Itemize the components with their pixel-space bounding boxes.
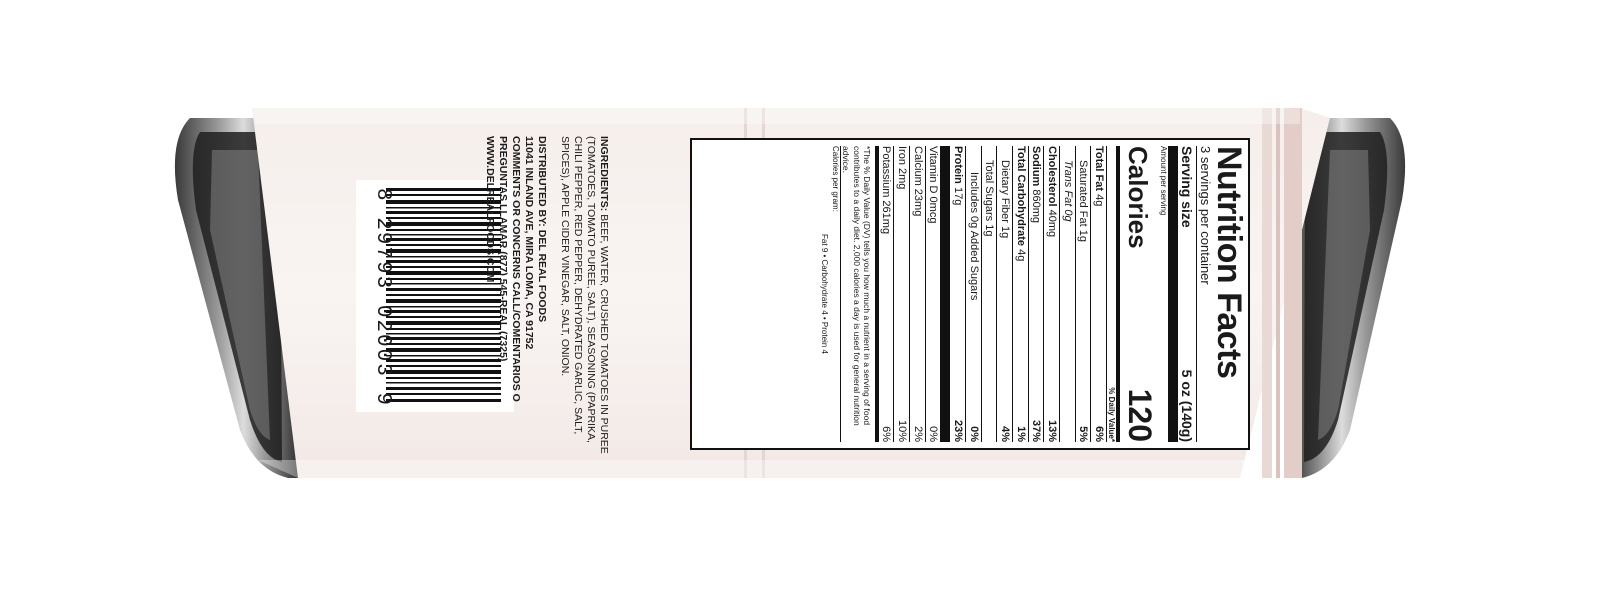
serving-size-row [1168, 146, 1196, 442]
distributor-name: DEL REAL FOODS [536, 229, 549, 323]
nutrient-row [965, 146, 981, 442]
barcode-digits: 8 29793 02003 9 [371, 188, 394, 408]
vitamin-row [893, 146, 909, 442]
vitamin-row [909, 146, 925, 442]
distributed-heading: DISTRIBUTED BY: [536, 136, 549, 227]
nutrient-amount: 40mg [1045, 209, 1058, 238]
nutrient-row [1012, 146, 1028, 442]
nutrient-amount: 4g [1014, 249, 1027, 262]
calories-per-gram: Fat 9 • Carbohydrate 4 • Protein 4 [820, 234, 830, 354]
distributor-info [483, 136, 549, 466]
nutrient-dv: 0% [967, 426, 980, 442]
ingredients-list: BEEF, WATER, CRUSHED TOMATOES IN PUREE (TOMATOES, TOMATO PUREE, SALT), SEASONING (PAPRIKA, CHILI PEPPER, RED PEPPER, DEHYDRATED GARLIC, SALT, SPICES), APPLE CIDER VINEGAR, SALT, ONION. [558, 136, 610, 454]
nutrient-label: Protein [952, 146, 965, 184]
nutrient-amount: 0g [1061, 209, 1074, 222]
nutrient-amount: 17g [952, 186, 965, 206]
nutrient-dv: 37% [1030, 419, 1043, 442]
nutrient-amount: 1g [1077, 229, 1090, 242]
nutrient-dv: 1% [1014, 426, 1027, 442]
servings-per-container: 3 servings per container [1196, 146, 1212, 442]
serving-size-value: 5 oz (140g) [1179, 369, 1196, 442]
nutrient-label: Trans Fat [1061, 160, 1074, 207]
vitamin-dv: 2% [911, 426, 924, 442]
nutrient-dv: 4% [998, 426, 1011, 442]
nutrient-dv: 23% [952, 419, 965, 442]
amount-per-serving: Amount per serving [1158, 146, 1168, 216]
vitamin-dv: 6% [880, 426, 893, 442]
vitamin-label: Potassium [880, 146, 893, 198]
nutrition-facts-panel [690, 138, 1250, 450]
nutrient-label: Includes 0g Added Sugars [967, 172, 980, 301]
nutrient-amount: 860mg [1030, 189, 1043, 224]
daily-value-header: % Daily Value* [1106, 146, 1116, 442]
nutrient-label: Total Carbohydrate [1014, 146, 1027, 247]
nutrient-label: Dietary Fiber [998, 160, 1011, 223]
vitamin-label: Vitamin D [927, 146, 940, 194]
nutrient-row [981, 146, 997, 442]
nutrient-row [1028, 146, 1044, 442]
nutrient-label: Total Fat [1092, 146, 1105, 192]
vitamin-amount: 23mg [911, 188, 924, 217]
distributor-address: 11041 INLAND AVE, MIRA LOMA, CA 91752 [523, 136, 536, 350]
vitamin-row [925, 146, 941, 442]
nutrient-row [1059, 146, 1075, 442]
vitamin-label: Iron [896, 146, 909, 165]
nutrient-row [1090, 146, 1106, 442]
vitamin-dv: 10% [896, 419, 909, 442]
vitamin-row [875, 146, 894, 442]
website: WWW.DELREALFOODS.COM [484, 136, 496, 283]
contact-info: COMMENTS OR CONCERNS CALL/COMENTARIOS O PREGUNTAS LLAMAR (877) 545-REAL (7325) [497, 136, 523, 402]
vitamin-amount: 2mg [896, 168, 909, 190]
ingredients-heading: INGREDIENTS: [598, 136, 610, 212]
nutrient-dv: 6% [1092, 426, 1105, 442]
serving-size-label: Serving size [1179, 146, 1196, 228]
calories-row [1116, 146, 1159, 442]
nutrient-dv: 13% [1045, 419, 1058, 442]
nutrition-title: Nutrition Facts [1210, 146, 1248, 379]
nutrient-row [940, 146, 965, 442]
calories-value: 120 [1121, 388, 1158, 442]
nutrient-dv: 5% [1077, 426, 1090, 442]
nutrient-label: Total Sugars [983, 160, 996, 222]
nutrient-label: Cholesterol [1045, 146, 1058, 207]
vitamin-label: Calcium [911, 146, 924, 186]
ingredients-panel [474, 136, 610, 466]
nutrient-label: Saturated Fat [1077, 160, 1090, 227]
vitamin-dv: 0% [927, 426, 940, 442]
ingredients-text [558, 136, 611, 466]
vitamin-amount: 261mg [880, 200, 893, 235]
nutrient-amount: 1g [998, 226, 1011, 239]
nutrient-row [1075, 146, 1091, 442]
nutrient-label: Sodium [1030, 146, 1043, 187]
nutrient-row [996, 146, 1012, 442]
nutrient-amount: 4g [1092, 194, 1105, 207]
vitamin-amount: 0mcg [927, 196, 940, 224]
calories-label: Calories [1122, 146, 1153, 249]
nutrient-amount: 1g [983, 224, 996, 237]
calories-per-gram-label: Calories per gram: [831, 146, 841, 212]
nutrient-row [1043, 146, 1059, 442]
daily-value-footnote: *The % Daily Value (DV) tells you how much a nutrient in a serving of food contributes to a daily diet. 2,000 calories a day is used for general nutrition advice. [840, 146, 875, 442]
